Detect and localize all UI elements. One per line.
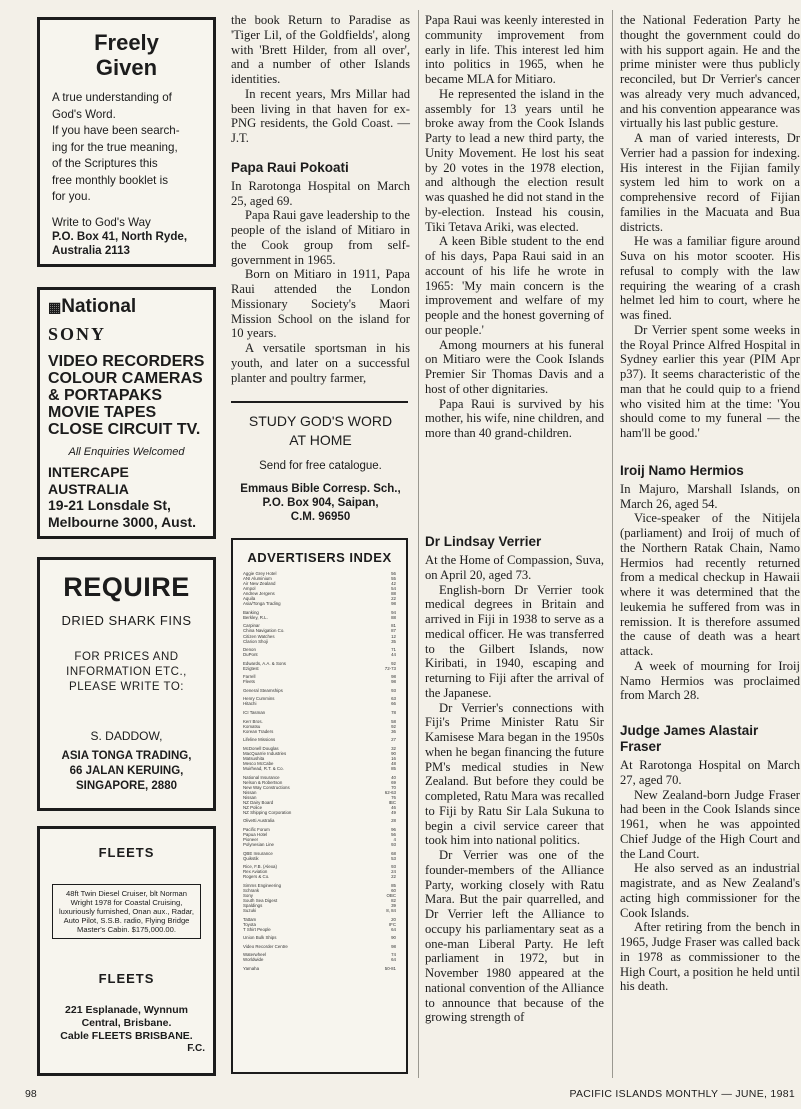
index-advertiser: Korean Traders [243,728,274,734]
index-page: 64 [391,957,396,963]
index-advertiser: South Sea Digest [243,897,278,903]
ad-fleets-title-2: FLEETS [98,971,155,986]
paragraph: In Majuro, Marshall Islands, on March 26, aged 54. [620,481,800,511]
index-page: OBC [386,892,396,898]
index-advertiser: Andrew Jergens [243,591,275,597]
ad-national-products [48,353,213,438]
paragraph: Born on Mitiaro in 1911, Papa Raui attended the London Missionary Society's Maori Mission School on the island for 10 years. [231,267,410,341]
index-advertiser: Yamaha [243,965,260,971]
index-advertiser: Pioneer [243,837,259,843]
index-page: 60 [391,887,396,893]
index-advertiser: Waterwheel [243,952,267,958]
national-logo-icon: ▦ [48,299,62,315]
index-page: 66 [391,701,396,707]
ad-product-line: CLOSE CIRCUIT TV. [48,421,201,438]
index-advertiser: Rice, F.B. (Alexa) [243,864,277,870]
ad-line: ing for the true meaning, [52,140,178,154]
index-advertiser: McDonell Douglas [243,745,279,751]
index-advertiser: Kerr Bros. [243,718,263,724]
index-entry [243,710,396,715]
index-advertiser: Nissan [243,794,257,800]
index-page: 92 [391,660,396,666]
ad-product-line: & PORTAPAKS [48,387,163,404]
index-advertiser: Edwards, A.A. & Sons [243,660,286,666]
index-page: 58 [391,718,396,724]
article-column-4 [620,13,800,994]
column-rule [612,10,613,1078]
index-page: 98 [391,679,396,685]
index-page: 68 [391,850,396,856]
index-page: 94 [391,609,396,615]
index-entry [243,842,396,847]
index-page: 62-63 [384,789,396,795]
obituary-heading-judge-fraser: Judge James Alastair Fraser [620,723,759,754]
paragraph: A week of mourning for Iroij Namo Hermios was proclaimed from March 28. [620,658,800,703]
obituary-heading-papa-raui: Papa Raui Pokoati [231,159,349,175]
paragraph: At the Home of Compassion, Suva, on April 20, aged 73. [425,553,604,582]
index-advertiser: T Shirt People [243,926,271,932]
index-advertiser: Mesco McCabe [243,760,274,766]
paragraph: Vice-speaker of the Nitijela (parliament) and Iroij of much of the Northern Ratak Chain, Namo Hermios had recently returned from a medical checkup in Hawaii where it was determined that the leukemia he suffered from was in remission. It is therefore assumed the cause of death was a heart attack. [620,511,800,658]
ad-fleets-fc: F.C. [187,1043,205,1054]
ad-address-line: Central, Brisbane. [81,1017,172,1029]
index-entry [243,652,396,657]
index-advertiser: Worldwide [243,957,264,963]
paragraph: Papa Raui gave leadership to the people of the island of Mitiaro in the Cook group from self-government in 1965. [231,208,410,267]
paragraph: Among mourners at his funeral on Mitiaro were the Cook Islands Premier Sir Thomas Davis and a host of other dignitaries. [425,337,604,396]
index-page: 12 [391,633,396,639]
ad-line: of the Scriptures this [52,157,158,170]
index-page: 24 [391,869,396,875]
ad-freely-headline: Freely Given [94,30,159,80]
advertisers-index-list [233,571,406,971]
index-advertiser: Nelson & Robertson [243,779,283,785]
paragraph: In Rarotonga Hospital on March 25, aged 69. [231,178,410,208]
index-entry [243,927,396,932]
ad-line: God's Word. [52,107,116,121]
paragraph: Dr Verrier was one of the founder-members of the Alliance Party, working closely with Ratu Mara. But the pair quarrelled, and Dr Verrier left the Alliance to occupy his parliamentary seat as a one-man Liberal Party. He left parliament in 1972, but in November 1980 appeared at the national convention of the Alliance to announce that because of the growing strength of [425,848,604,1025]
index-advertiser: Rogers & Co. [243,874,270,880]
index-advertiser: Schrank [243,887,260,893]
index-advertiser: Toyota [243,921,256,927]
index-entry [243,957,396,962]
index-advertiser: Pacific Forum [243,826,270,832]
paragraph: Papa Raui was keenly interested in community improvement from early in life. This interest led him into politics in 1965, when he became MLA for Mitiaro. [425,13,604,86]
ad-shark-fins [37,557,216,811]
paragraph: He represented the island in the assembly for 13 years until he broke away from the Cook Islands Party to lead a new third party, the Unity Movement. He lost his seat by 20 votes in the 1978 election, and although the election result was quashed he did not stand in the by-election. Instead his cousin, Tiki Tetava Ariki, was elected. [425,86,604,234]
index-advertiser: NZ Police [243,804,263,810]
paragraph: At Rarotonga Hospital on March 27, aged 70. [620,758,800,787]
index-advertiser: Video Recorder Centre [243,943,288,949]
paragraph: the National Federation Party he thought the government could do with his support again. He and the prime minister were thus publicly reconciled, but Dr Verrier's cancer was already very much advanced, and his convention appearance was virtually his last public gesture. [620,13,800,131]
ad-require-instructions [40,650,213,695]
index-page: 96 [391,826,396,832]
ad-address-line: 19-21 Lonsdale St, [48,497,171,513]
ad-freely-given [37,17,216,267]
index-page: 50-81 [384,965,396,971]
index-page: 71 [391,647,396,653]
column-rule [418,10,419,1078]
index-page: 88 [391,614,396,620]
index-page: 20 [391,916,396,922]
ad-line: free monthly booklet is [52,173,168,187]
index-page: 56 [391,831,396,837]
index-page: 55 [391,576,396,582]
index-entry [243,737,396,742]
ad-address-line: 66 JALAN KERUING, [69,765,184,777]
ad-address-line: INTERCAPE AUSTRALIA [48,464,129,497]
index-advertiser: MacQuarrie Industries [243,750,287,756]
index-advertiser: NZ Shipping Corporation [243,809,292,815]
index-entry [243,688,396,693]
index-advertiser: China Navigation Co. [243,628,285,634]
index-page: 82 [391,897,396,903]
index-page: 72-73 [384,665,396,671]
index-page: 85 [391,882,396,888]
index-advertiser: ANI Aluminium [243,576,272,582]
index-entry [243,729,396,734]
ad-study-title: STUDY GOD'S WORD [248,413,393,429]
index-page: 92 [391,723,396,729]
index-advertiser: DuPont [243,652,258,658]
ad-require-name: S. DADDOW, [90,729,163,743]
index-advertiser: Rex Aviation [243,869,268,875]
index-page: IFC [388,921,396,927]
index-advertiser: Simms Engineering [243,882,282,888]
index-advertiser: NZ Dairy Board [243,799,274,805]
index-page: 48 [391,760,396,766]
ad-line: If you have been search- [52,124,180,137]
index-entry [243,666,396,671]
running-footer: PACIFIC ISLANDS MONTHLY — JUNE, 1981 [569,1088,795,1100]
obituary-heading-namo-hermios: Iroij Namo Hermios [620,462,744,478]
index-entry [243,679,396,684]
index-entry [243,966,396,971]
ad-study-subtitle: Send for free catalogue. [259,460,382,472]
index-entry [243,810,396,815]
paragraph: After retiring from the bench in 1965, Judge Fraser was called back in 1978 as commissioner to the High Court, a position he held until his death. [620,920,800,994]
ad-address-line: Melbourne 3000, Aust. [48,513,197,530]
index-advertiser: Fleets [243,679,255,685]
index-page: 27 [391,737,396,743]
ad-study-address [231,482,410,524]
index-advertiser: Aggie Grey Hotel [243,571,277,576]
paragraph: A versatile sportsman in his youth, and later on a successful planter and poultry farmer, [231,341,410,385]
ad-line: FOR PRICES AND [74,651,179,663]
index-page: 44 [391,652,396,658]
index-entry [243,874,396,879]
index-advertiser: Polynesian Line [243,842,275,848]
index-page: 39 [391,903,396,909]
index-advertiser: Union Bulk Ships [243,935,277,941]
index-entry [243,908,396,913]
index-page: 63 [391,696,396,702]
index-advertiser: Hitachi [243,701,257,707]
ad-require-company [40,749,213,794]
ad-line: PLEASE WRITE TO: [69,681,184,693]
index-page: 42 [391,581,396,587]
index-advertiser: Clarion Shoji [243,638,268,644]
page-number: 98 [25,1088,37,1100]
index-page: 88 [391,591,396,597]
national-logo: ▦National [48,296,137,317]
index-page: 93 [391,864,396,870]
index-entry [243,639,396,644]
obituary-heading-verrier: Dr Lindsay Verrier [425,534,542,549]
index-page: 32 [391,745,396,751]
index-page: 4 [393,837,396,843]
index-advertiser: Ezigtest [243,665,259,671]
index-entry [243,856,396,861]
ad-fleets-title: FLEETS [98,845,155,860]
index-advertiser: Denon [243,647,256,653]
index-page: 46 [391,804,396,810]
index-advertiser: Papua Hotel [243,831,268,837]
index-page: 22 [391,874,396,880]
ad-address-line: SINGAPORE, 2880 [76,780,177,792]
paragraph: English-born Dr Verrier took medical degrees in Britain and arrived in Fiji in 1938 to serve as a medical officer. He was transferred to the Gilbert Islands, now Kiribati, in 1940, escaping and returning to Fiji after the arrival of the Japanese. [425,582,604,700]
index-advertiser: Sony [243,892,254,898]
paragraph: A man of varied interests, Dr Verrier had a passion for indexing. His interest in the Fijian family system led him to work on a comprehensive record of Fijian families in the Macuata and Bua districts. [620,131,800,234]
sony-logo: SONY [48,324,107,344]
index-page: 40 [391,774,396,780]
ad-national-address [48,464,213,530]
index-advertiser: Quikstik [243,855,259,861]
index-advertiser: Suzuki [243,908,257,914]
index-page: 98 [391,674,396,680]
index-page: 90 [391,935,396,941]
ad-national-enquiries: All Enquiries Welcomed [68,446,185,458]
index-advertiser: Asia/Tonga Trading [243,601,281,607]
index-page: 64 [391,926,396,932]
index-advertiser: Farrell [243,674,256,680]
paragraph: A keen Bible student to the end of his days, Papa Raui said in an account of his life he wrote in 1965: 'My main concern is the improvement and welfare of my people and the honest governing of our people.' [425,234,604,337]
index-advertiser: Air New Zealand [243,581,276,587]
index-advertiser: Lifeline Missions [243,737,276,743]
ad-line: A true understanding of [52,91,172,104]
index-page: 8, 84 [386,908,396,914]
paragraph: He also served as an industrial magistrate, and as New Zealand's acting high commissioner for the Cook Islands. [620,861,800,920]
index-page: 49 [391,809,396,815]
index-advertiser: Aquila [243,596,256,602]
ad-address-line: 221 Esplanade, Wynnum [65,1004,188,1016]
index-page: 56 [391,571,396,576]
paragraph: In recent years, Mrs Millar had been living in that haven for ex-PNG residents, the Gold Coast. — J.T. [231,86,410,145]
ad-address-line: Emmaus Bible Corresp. Sch., [240,483,401,495]
index-entry [243,818,396,823]
paragraph: the book Return to Paradise as 'Tiger Lil, of the Goldfields', along with 'Brett Hilder, from all over', and a number of other Islands identities. [231,13,410,86]
index-advertiser: Citizen Watches [243,633,275,639]
advertisers-index [231,538,408,1074]
index-page: 85 [391,765,396,771]
index-page: 98 [391,943,396,949]
ad-address-line: C.M. 96950 [290,511,351,523]
index-page: 74 [391,952,396,958]
ad-address-line: Cable FLEETS BRISBANE. [60,1030,193,1042]
index-advertiser: Ampol [243,586,256,592]
ad-fleets-address [40,1004,213,1043]
ad-freely-address: Write to God's Way P.O. Box 41, North Ryde, Australia 2113 [52,215,188,257]
index-advertiser: New Way Constructions [243,784,290,790]
article-column-3 [425,13,604,441]
paragraph: He was a familiar figure around Suva on his motor scooter. His refusal to comply with the law requiring the wearing of a crash helmet led him to court, where he was fined. [620,234,800,322]
index-advertiser: Nissan [243,789,257,795]
index-page: 76 [391,794,396,800]
index-page: 28 [391,818,396,824]
index-advertiser: Spaldings [243,903,263,909]
paragraph: New Zealand-born Judge Fraser had been in the Cook Islands since 1961, when he was appointed Chief Judge of the High Court and the Land Court. [620,787,800,861]
ad-address-line: ASIA TONGA TRADING, [61,750,192,762]
index-page: 35 [391,638,396,644]
index-page: 69 [391,779,396,785]
paragraph: Papa Raui is survived by his mother, his wife, nine children, and more than 40 grand-children. [425,396,604,440]
index-advertiser: National Insurance [243,774,280,780]
index-advertiser: General Steamships [243,687,283,693]
ad-require-subhead: DRIED SHARK FINS [61,613,192,628]
article-column-2 [231,13,410,385]
ad-fleets [37,826,216,1076]
index-advertiser: ICI Tasman [243,710,266,716]
index-page: 70 [391,784,396,790]
index-page: 93 [391,687,396,693]
ad-fleets-listing: 48ft Twin Diesel Cruiser, blt Norman Wright 1978 for Coastal Cruising, luxuriously furnished, Onan aux., Radar, Auto Pilot, S.S.B. radio, Flying Bridge Master's Cabin. $175,000.00. [52,884,201,939]
ad-line: for you. [52,190,91,203]
index-advertiser: Matsushita [243,755,265,761]
ad-freely-body [40,90,213,206]
index-entry [243,944,396,949]
ad-product-line: MOVIE TAPES [48,404,157,421]
ad-address-line: P.O. Box 904, Saipan, [262,497,379,509]
index-page: 53 [391,855,396,861]
index-page: 90 [391,750,396,756]
advertisers-index-title: ADVERTISERS INDEX [247,550,392,565]
index-page: 81 [391,623,396,629]
index-advertiser: Berkley, R.L. [243,614,268,620]
index-entry [243,601,396,606]
index-page: 36 [391,728,396,734]
index-advertiser: Tattam [243,916,257,922]
index-advertiser: QBE Insurance [243,850,273,856]
ad-study-title-2: AT HOME [289,432,352,448]
index-page: 22 [391,596,396,602]
index-page: 78 [391,710,396,716]
index-page: IBC [388,799,396,805]
article-column-3-verrier [425,534,604,1025]
index-entry [243,615,396,620]
ad-line: INFORMATION ETC., [66,666,187,678]
index-advertiser: Banking [243,609,259,615]
index-entry [243,935,396,940]
ad-study-gods-word [231,412,410,524]
paragraph: Dr Verrier's connections with Fiji's Prime Minister Ratu Sir Kamisese Mara began in the 1950s when he began financing the future PM's medical studies in New Zealand. But before they could be completed, Ratu Mara was recalled to Fiji by Ratu Sir Lala Sukuna to begin a civil service career that took him into national politics. [425,700,604,848]
index-advertiser: Carpinar [243,623,260,629]
index-page: 93 [391,842,396,848]
ad-require-headline: REQUIRE [63,572,190,602]
index-advertiser: Henry Cummins [243,696,275,702]
index-advertiser: Olivetti Australia [243,818,275,824]
index-advertiser: Komatsu [243,723,261,729]
ad-product-line: VIDEO RECORDERS [48,353,205,370]
index-advertiser: Muirhead, R.T. & Co. [243,765,284,771]
index-entry [243,701,396,706]
ad-product-line: COLOUR CAMERAS [48,370,203,387]
index-page: 54 [391,586,396,592]
index-entry [243,766,396,771]
divider [231,401,408,403]
index-page: 16 [391,755,396,761]
index-page: 98 [391,601,396,607]
index-page: 87 [391,628,396,634]
ad-national-sony [37,287,216,539]
paragraph: Dr Verrier spent some weeks in the Royal Prince Alfred Hospital in Sydney earlier this year (PIM Apr p37). It seems characteristic of the man that he could quip to a friend who visited him at the time: 'You should come to my funeral — the ham'll be good.' [620,322,800,440]
